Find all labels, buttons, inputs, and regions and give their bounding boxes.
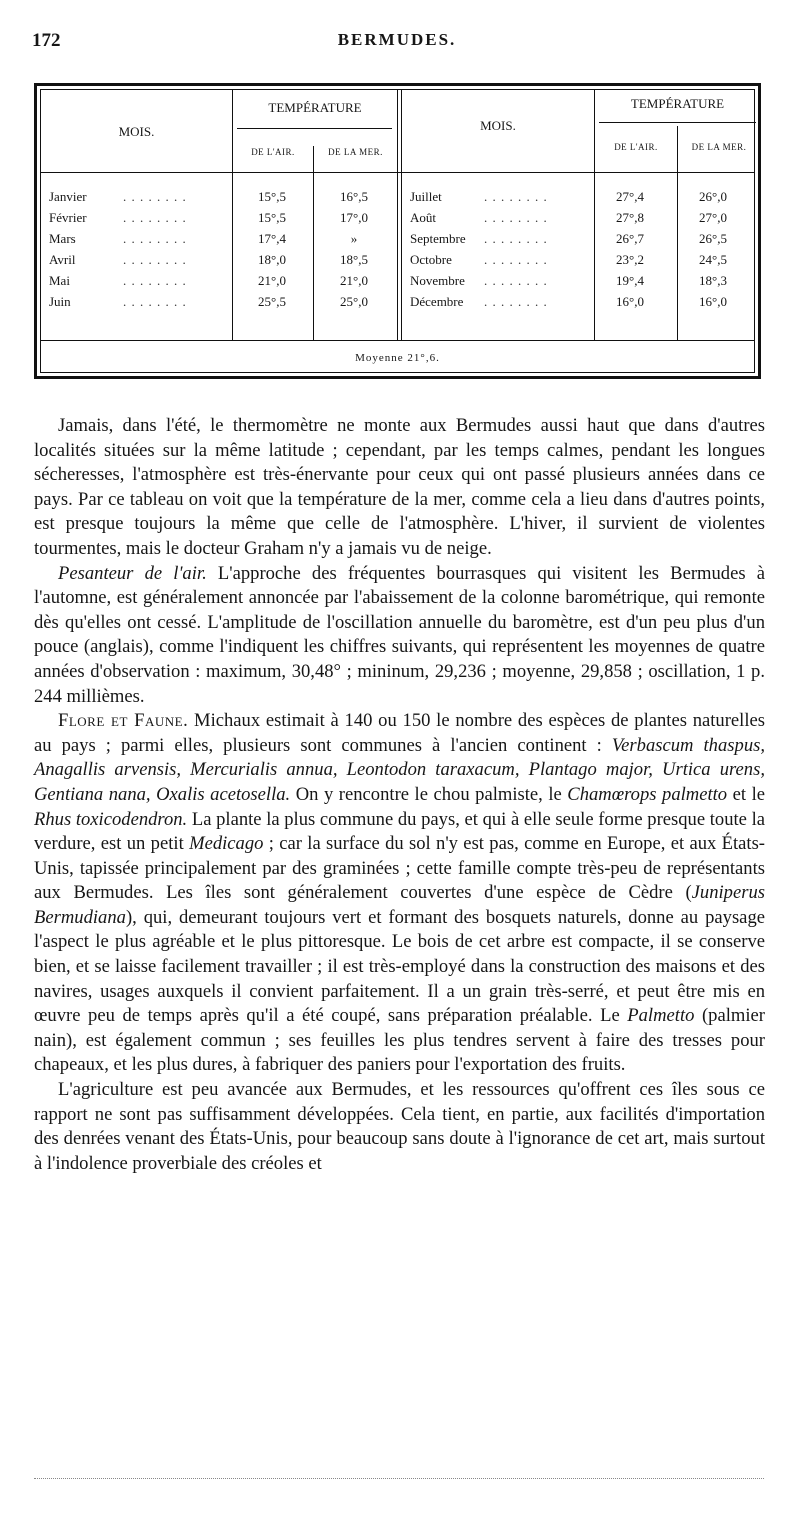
flora-text: La plante la plus commune du pays, et qui à elle seule forme presque toute la verdure, est un petit bbox=[34, 808, 765, 855]
header-month-left: MOIS. bbox=[118, 124, 155, 139]
leader-dots: . . . . . . . . bbox=[484, 210, 548, 225]
sea-temperature: 26°,0 bbox=[699, 189, 727, 204]
species-name: Chamœrops palmetto bbox=[567, 783, 728, 805]
air-temperature: 26°,7 bbox=[616, 231, 644, 246]
air-temperature: 27°,8 bbox=[616, 210, 644, 225]
sea-temperature: » bbox=[350, 231, 358, 246]
sea-temperature: 25°,0 bbox=[340, 294, 368, 309]
page-number: 172 bbox=[32, 30, 61, 51]
sea-temperature: 17°,0 bbox=[340, 210, 368, 225]
species-name: Juniperus Bermudiana bbox=[34, 882, 765, 928]
header-underline bbox=[237, 128, 392, 129]
section-title-pressure: Pesanteur de l'air. bbox=[58, 562, 207, 584]
month-name: Décembre bbox=[410, 294, 464, 309]
air-temperature: 23°,2 bbox=[616, 252, 644, 267]
table-row bbox=[402, 189, 757, 208]
species-list: Verbascum thaspus, Anagallis arvensis, Mercurialis annua, Leontodon taraxacum, Plantago major, Urtica urens, Gentiana nana, Oxalis acetosella. bbox=[34, 734, 765, 805]
flora-text: ; car la surface du sol n'y est pas, comme en Europe, et aux États-Unis, tapissée principalement par des graminées ; cette famille compte très-peu de représentants aux Bermudes. Les îles sont généralement couvertes d'une espèce de Cèdre ( bbox=[34, 833, 766, 904]
species-name: Medicago bbox=[189, 833, 264, 855]
col-divider bbox=[397, 90, 398, 340]
header-air-right: DE L'AIR. bbox=[614, 142, 658, 152]
air-temperature: 15°,5 bbox=[258, 210, 286, 225]
table-row bbox=[41, 189, 396, 208]
body-text bbox=[34, 414, 765, 1176]
sea-temperature: 26°,5 bbox=[699, 231, 727, 246]
header-sea-right: DE LA MER. bbox=[691, 142, 747, 152]
table-row bbox=[402, 252, 757, 271]
header-sea-left: DE LA MER. bbox=[328, 147, 383, 157]
temperature-table bbox=[34, 83, 761, 379]
month-name: Septembre bbox=[410, 231, 466, 246]
header-underline bbox=[599, 122, 756, 123]
leader-dots: . . . . . . . . bbox=[123, 210, 187, 225]
flora-text: On y rencontre le chou palmiste, le bbox=[290, 783, 568, 805]
paragraph-pressure bbox=[34, 562, 765, 710]
paragraph-pressure-body: L'approche des fréquentes bourrasques qui visitent les Bermudes à l'automne, est généralement annoncée par l'abaissement de la colonne barométrique, qui remonte dès qu'elles ont cessé. L'amplitude de l'oscillation annuelle du baromètre, est d'un peu plus d'un pouce (anglais), comme l'indiquent les chiffres suivants, qui représentent les moyennes de quatre années d'observation : maximum, 30,48° ; mininum, 29,236 ; moyenne, 29,858 ; oscillation, 1 p. 244 millièmes. bbox=[34, 562, 765, 707]
month-name: Juillet bbox=[410, 189, 442, 204]
table-row bbox=[41, 231, 396, 250]
air-temperature: 19°,4 bbox=[616, 273, 644, 288]
sea-temperature: 18°,5 bbox=[340, 252, 368, 267]
air-temperature: 16°,0 bbox=[616, 294, 644, 309]
table-row bbox=[402, 294, 757, 313]
species-name: Rhus toxicodendron. bbox=[34, 808, 188, 830]
flora-text: ), qui, demeurant toujours vert et formant des bosquets naturels, donne au paysage l'aspect le plus agréable et le plus pittoresque. Le bois de cet arbre est compacte, il se conserve bien, et se laisse facilement travailler ; il est très-employé dans la construction des maisons et des navires, usages auxquels il convient parfaitement. Il a un grain très-serré, et peut être mis en œuvre peu de temps après qu'il a été coupé, sans préparation préalable. Le bbox=[34, 906, 765, 1027]
air-temperature: 25°,5 bbox=[258, 294, 286, 309]
month-name: Février bbox=[49, 210, 87, 225]
table-row bbox=[402, 273, 757, 292]
air-temperature: 17°,4 bbox=[258, 231, 286, 246]
air-temperature: 18°,0 bbox=[258, 252, 286, 267]
header-temperature-right: TEMPÉRATURE bbox=[630, 96, 725, 111]
month-name: Octobre bbox=[410, 252, 452, 267]
table-row bbox=[41, 273, 396, 292]
paragraph-flora bbox=[34, 709, 765, 1078]
body-rule bbox=[41, 340, 754, 341]
month-name: Juin bbox=[49, 294, 71, 309]
average-temperature: Moyenne 21°,6. bbox=[355, 352, 440, 364]
month-name: Janvier bbox=[49, 189, 87, 204]
sea-temperature: 27°,0 bbox=[699, 210, 727, 225]
air-temperature: 21°,0 bbox=[258, 273, 286, 288]
running-title: BERMUDES. bbox=[337, 30, 457, 49]
footer-rule bbox=[34, 1478, 764, 1481]
paragraph-agriculture: L'agriculture est peu avancée aux Bermudes, et les ressources qu'offrent ces îles sous ce rapport ne sont pas suffisamment développées. Cela tient, en partie, aux facilités d'importation des denrées venant des États-Unis, pour beaucoup sans doute à l'ignorance de cet art, mais surtout à l'indolence proverbiale des créoles et bbox=[34, 1079, 765, 1174]
month-name: Mai bbox=[49, 273, 70, 288]
table-inner-border bbox=[40, 89, 755, 373]
leader-dots: . . . . . . . . bbox=[123, 252, 187, 267]
table-row bbox=[402, 210, 757, 229]
flora-text: et le bbox=[727, 783, 766, 805]
header-air-left: DE L'AIR. bbox=[251, 147, 295, 157]
header-month-right: MOIS. bbox=[480, 118, 516, 133]
sea-temperature: 24°,5 bbox=[699, 252, 727, 267]
header-rule bbox=[41, 172, 754, 173]
table-row bbox=[41, 294, 396, 313]
leader-dots: . . . . . . . . bbox=[123, 231, 187, 246]
species-name: Palmetto bbox=[627, 1005, 695, 1027]
month-name: Novembre bbox=[410, 273, 465, 288]
table-row bbox=[41, 210, 396, 229]
flora-text: Michaux estimait à 140 ou 150 le nombre des espèces de plantes naturelles au pays ; parmi elles, plusieurs sont communes à l'ancien continent : bbox=[34, 710, 765, 756]
sea-temperature: 16°,5 bbox=[340, 189, 368, 204]
month-name: Août bbox=[410, 210, 436, 225]
leader-dots: . . . . . . . . bbox=[484, 273, 548, 288]
table-row bbox=[402, 231, 757, 250]
leader-dots: . . . . . . . . bbox=[484, 294, 548, 309]
month-name: Avril bbox=[49, 252, 76, 267]
sea-temperature: 16°,0 bbox=[699, 294, 727, 309]
page-header bbox=[32, 30, 762, 58]
leader-dots: . . . . . . . . bbox=[123, 294, 187, 309]
leader-dots: . . . . . . . . bbox=[484, 231, 548, 246]
leader-dots: . . . . . . . . bbox=[484, 189, 548, 204]
flora-text: (palmier nain), est également commun ; ses feuilles les plus tendres servent à faire des tresses pour chapeaux, et les plus dures, à fabriquer des paniers pour l'exportation des fruits. bbox=[34, 1005, 765, 1076]
sea-temperature: 21°,0 bbox=[340, 273, 368, 288]
air-temperature: 27°,4 bbox=[616, 189, 644, 204]
paragraph-climate: Jamais, dans l'été, le thermomètre ne monte aux Bermudes aussi haut que dans d'autres localités situées sur la même latitude ; cependant, par les temps calmes, pendant les longues sécheresses, l'atmosphère est très-énervante pour ceux qui ont passé plusieurs années dans ce pays. Par ce tableau on voit que la température de la mer, comme cela a lieu dans d'autres points, est presque toujours la même que celle de l'atmosphère. L'hiver, il survient de violentes tourmentes, mais le docteur Graham n'y a jamais vu de neige. bbox=[34, 415, 765, 559]
leader-dots: . . . . . . . . bbox=[123, 189, 187, 204]
leader-dots: . . . . . . . . bbox=[484, 252, 548, 267]
air-temperature: 15°,5 bbox=[258, 189, 286, 204]
section-title-flora: Flore et Faune. bbox=[58, 710, 189, 732]
header-temperature-left: TEMPÉRATURE bbox=[268, 100, 362, 115]
leader-dots: . . . . . . . . bbox=[123, 273, 187, 288]
month-name: Mars bbox=[49, 231, 76, 246]
table-row bbox=[41, 252, 396, 271]
sea-temperature: 18°,3 bbox=[699, 273, 727, 288]
